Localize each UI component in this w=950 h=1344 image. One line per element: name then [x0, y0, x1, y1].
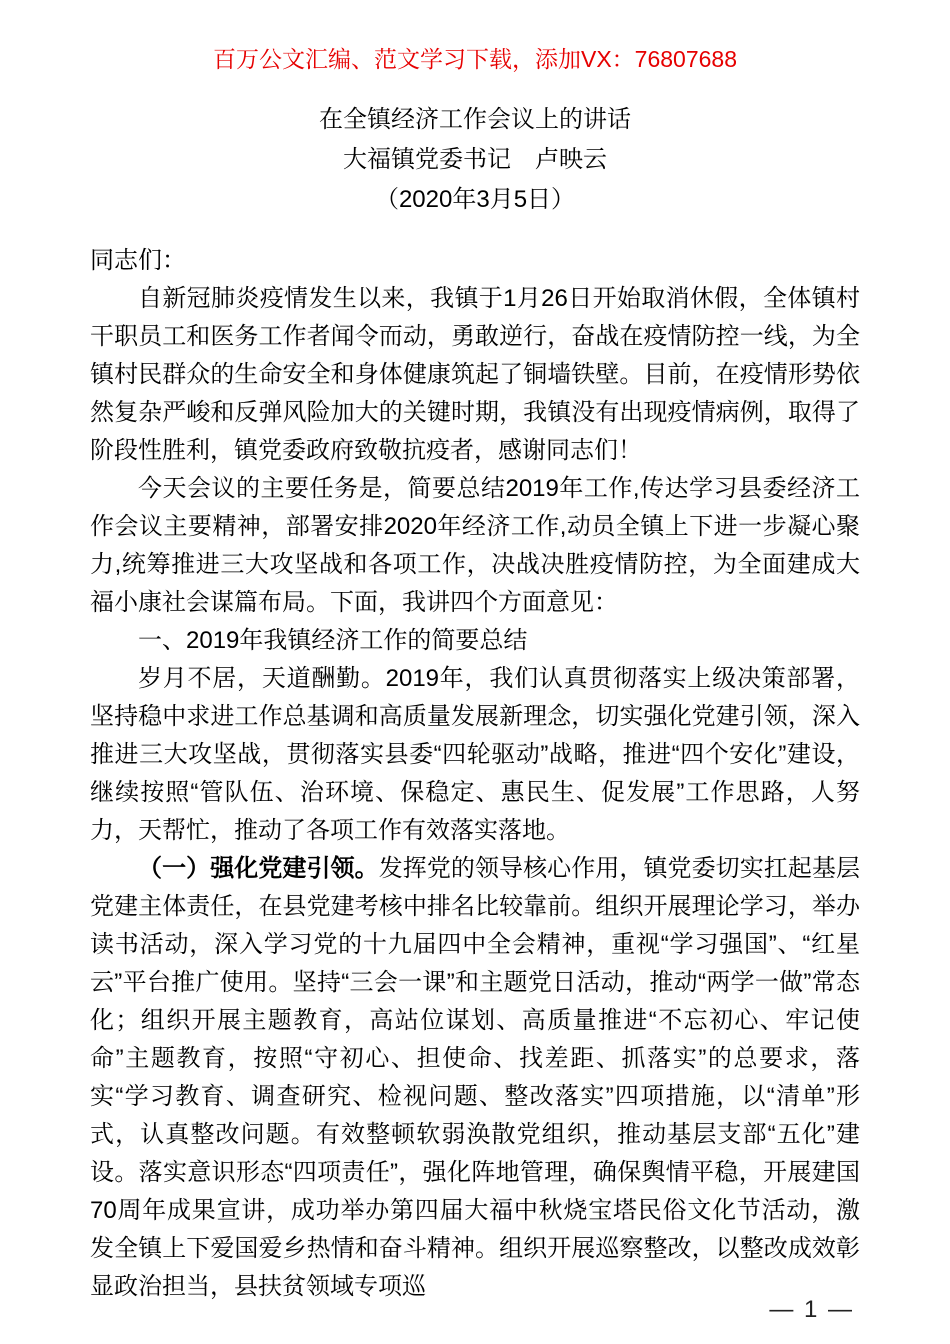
- body-paragraph: 今天会议的主要任务是，简要总结2019年工作,传达学习县委经济工作会议主要精神，部署安排2020年经济工作,动员全镇上下进一步凝心聚力,统筹推进三大攻坚战和各项工作，决战决胜疫情防控，为全面建成大福小康社会谋篇布局。下面，我讲四个方面意见：: [90, 475, 860, 616]
- document-title: 在全镇经济工作会议上的讲话: [319, 106, 631, 133]
- header-notice: 百万公文汇编、范文学习下载，添加VX：76807688: [212, 46, 737, 72]
- document-date: （2020年3月5日）: [374, 186, 576, 213]
- subsection-lead: （一）强化党建引领。: [138, 855, 379, 882]
- body-paragraph: 自新冠肺炎疫情发生以来，我镇于1月26日开始取消休假，全体镇村干职员工和医务工作者闻令而动，勇敢逆行，奋战在疫情防控一线，为全镇村民群众的生命安全和身体健康筑起了铜墙铁壁。目前，在疫情形势依然复杂严峻和反弹风险加大的关键时期，我镇没有出现疫情病例，取得了阶段性胜利，镇党委政府致敬抗疫者，感谢同志们！: [90, 285, 860, 464]
- body-paragraph: [90, 850, 860, 1306]
- document-author: 大福镇党委书记 卢映云: [343, 146, 607, 173]
- body-paragraph: 岁月不居，天道酬勤。2019年，我们认真贯彻落实上级决策部署，坚持稳中求进工作总基调和高质量发展新理念，切实强化党建引领，深入推进三大攻坚战，贯彻落实县委“四轮驱动”战略，推进“四个安化”建设，继续按照“管队伍、治环境、保稳定、惠民生、促发展”工作思路，人努力，天帮忙，推动了各项工作有效落实落地。: [90, 665, 860, 844]
- subsection-text: 发挥党的领导核心作用，镇党委切实扛起基层党建主体责任，在县党建考核中排名比较靠前。组织开展理论学习，举办读书活动，深入学习党的十九届四中全会精神，重视“学习强国”、“红星云”平台推广使用。坚持“三会一课”和主题党日活动，推动“两学一做”常态化；组织开展主题教育，高站位谋划、高质量推进“不忘初心、牢记使命”主题教育，按照“守初心、担使命、找差距、抓落实”的总要求，落实“学习教育、调查研究、检视问题、整改落实”四项措施，以“清单”形式，认真整改问题。有效整顿软弱涣散党组织，推动基层支部“五化”建设。落实意识形态“四项责任”，强化阵地管理，确保舆情平稳，开展建国70周年成果宣讲，成功举办第四届大福中秋烧宝塔民俗文化节活动，激发全镇上下爱国爱乡热情和奋斗精神。组织开展巡察整改，以整改成效彰显政治担当，县扶贫领域专项巡: [90, 855, 861, 1300]
- salutation-paragraph: 同志们：: [90, 247, 186, 274]
- section-heading: 一、2019年我镇经济工作的简要总结: [138, 627, 528, 654]
- document-body: [90, 242, 860, 1306]
- title-block: [0, 100, 950, 220]
- page-number: — 1 —: [769, 1296, 854, 1323]
